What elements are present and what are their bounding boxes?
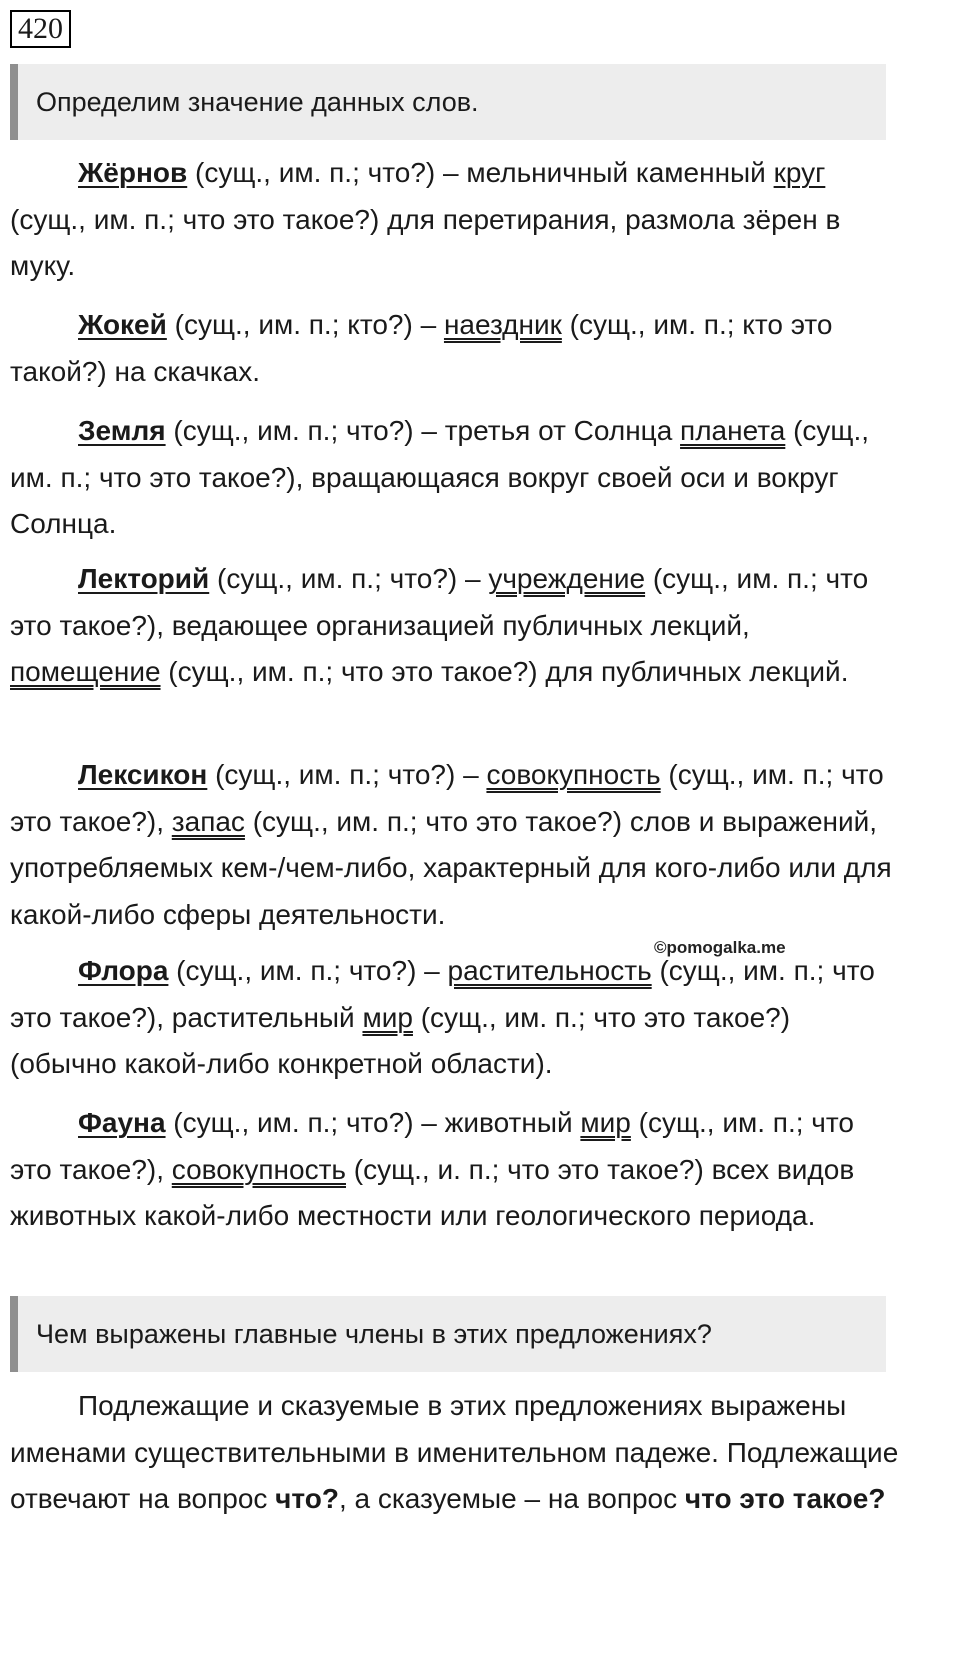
definition-zhernov: Жёрнов (сущ., им. п.; что?) – мельничный каменный круг (сущ., им. п.; что это такое?) для перетирания, размола зёрен в муку.: [10, 157, 841, 281]
predicate-word: мир: [580, 1107, 631, 1138]
definition-zhokey: Жокей (сущ., им. п.; кто?) – наездник (сущ., им. п.; кто это такой?) на скачках.: [10, 309, 833, 387]
predicate-word: мир: [362, 1001, 413, 1033]
term: Лексикон: [78, 759, 208, 790]
predicate-word: учреждение: [488, 563, 646, 594]
section-header-label: Чем выражены главные члены в этих предложениях?: [36, 1319, 712, 1349]
question-what-is-it: что это такое?: [684, 1483, 886, 1514]
term: Жёрнов: [78, 157, 188, 188]
term: Лекторий: [78, 563, 210, 594]
term: Фауна: [78, 1107, 166, 1138]
section-header-question: [10, 1296, 886, 1372]
definition-lektoriy: Лекторий (сущ., им. п.; что?) – учреждение (сущ., им. п.; что это такое?), ведающее организацией публичных лекций, помещение (сущ., им. п.; что это такое?) для публичных лекций.: [10, 563, 869, 687]
term: Земля: [78, 415, 166, 446]
predicate-word: планета: [680, 415, 786, 446]
question-what: что?: [275, 1483, 339, 1514]
definition-fauna: Фауна (сущ., им. п.; что?) – животный мир (сущ., им. п.; что это такое?), совокупность (сущ., и. п.; что это такое?) всех видов животных какой-либо местности или геологического периода.: [10, 1107, 855, 1231]
predicate-word: помещение: [10, 656, 161, 687]
predicate-word: растительность: [447, 955, 652, 986]
section-header-label: Определим значение данных слов.: [36, 87, 479, 117]
answer-paragraph: Подлежащие и сказуемые в этих предложениях выражены именами существительными в именительном падеже. Подлежащие отвечают на вопрос что?, а сказуемые – на вопрос что это такое?: [10, 1390, 899, 1514]
term: Жокей: [78, 309, 167, 340]
section-header-definitions: [10, 64, 886, 140]
watermark: ©pomogalka.me: [654, 938, 786, 957]
definition-leksikon: Лексикон (сущ., им. п.; что?) – совокупность (сущ., им. п.; что это такое?), запас (сущ., им. п.; что это такое?) слов и выражений, употребляемых кем-/чем-либо, характерный для кого-либо или для какой-либо сферы деятельности.: [10, 759, 892, 930]
predicate-word: запас: [171, 805, 245, 837]
definition-flora: Флора (сущ., им. п.; что?) – растительность (сущ., им. п.; что это такое?), растительный мир (сущ., им. п.; что это такое?) (обычно какой-либо конкретной области).: [10, 955, 875, 1079]
predicate-word: совокупность: [171, 1153, 346, 1185]
predicate-word: наездник: [443, 309, 562, 340]
term: Флора: [78, 955, 169, 986]
predicate-word: совокупность: [486, 759, 661, 790]
definition-zemlya: Земля (сущ., им. п.; что?) – третья от Солнца планета (сущ., им. п.; что это такое?), вращающаяся вокруг своей оси и вокруг Солнца.: [10, 415, 870, 539]
predicate-word: круг: [773, 157, 826, 188]
task-number: 420: [10, 10, 71, 48]
